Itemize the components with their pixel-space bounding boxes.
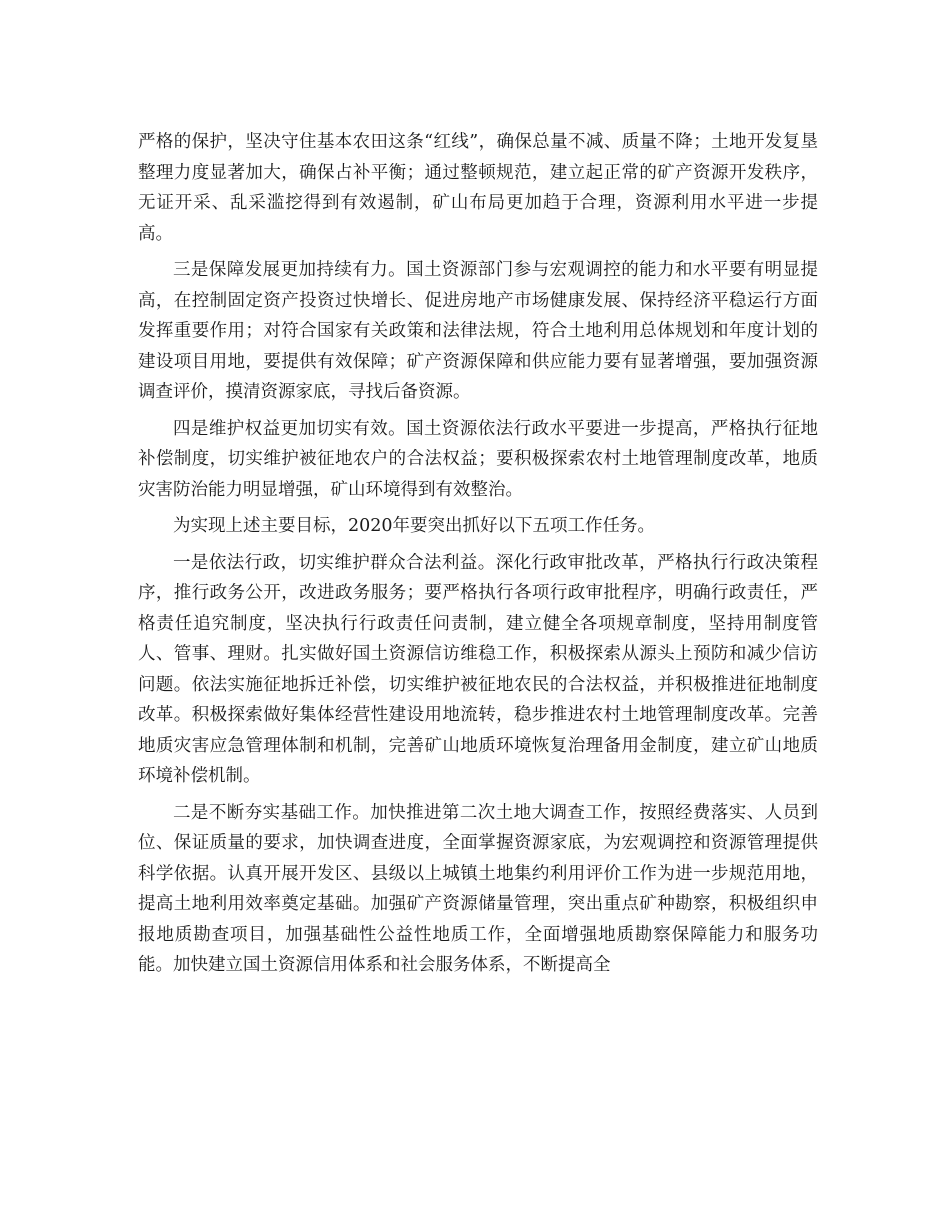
paragraph-continued: 严格的保护，坚决守住基本农田这条“红线”，确保总量不减、质量不降；土地开发复垦整理力度显著加大，确保占补平衡；通过整顿规范，建立起正常的矿产资源开发秩序，无证开采、乱采滥挖得到有效遏制，矿山布局更加趋于合理，资源利用水平进一步提高。: [138, 132, 818, 244]
paragraph-item-three: 三是保障发展更加持续有力。国土资源部门参与宏观调控的能力和水平要有明显提高，在控制固定资产投资过快增长、促进房地产市场健康发展、保持经济平稳运行方面发挥重要作用；对符合国家有关政策和法律法规，符合土地利用总体规划和年度计划的建设项目用地，要提供有效保障；矿产资源保障和供应能力要有显著增强，要加强资源调查评价，摸清资源家底，寻找后备资源。: [138, 260, 818, 402]
paragraph-item-four: 四是维护权益更加切实有效。国土资源依法行政水平要进一步提高，严格执行征地补偿制度，切实维护被征地农户的合法权益；要积极探索农村土地管理制度改革，地质灾害防治能力明显增强，矿山环境得到有效整治。: [138, 418, 818, 500]
paragraph-task-two: 二是不断夯实基础工作。加快推进第二次土地大调查工作，按照经费落实、人员到位、保证质量的要求，加快调查进度，全面掌握资源家底，为宏观调控和资源管理提供科学依据。认真开展开发区、县级以上城镇土地集约利用评价工作为进一步规范用地，提高土地利用效率奠定基础。加强矿产资源储量管理，突出重点矿种勘察，积极组织申报地质勘查项目，加强基础性公益性地质工作，全面增强地质勘察保障能力和服务功能。加快建立国土资源信用体系和社会服务体系，不断提高全: [138, 802, 818, 975]
paragraph-tasks-intro: 为实现上述主要目标，2020年要突出抓好以下五项工作任务。: [173, 516, 656, 536]
paragraph-task-one: 一是依法行政，切实维护群众合法利益。深化行政审批改革，严格执行行政决策程序，推行政务公开，改进政务服务；要严格执行各项行政审批程序，明确行政责任，严格责任追究制度，坚决执行行政责任问责制，建立健全各项规章制度，坚持用制度管人、管事、理财。扎实做好国土资源信访维稳工作，积极探索从源头上预防和减少信访问题。依法实施征地拆迁补偿，切实维护被征地农民的合法权益，并积极推进征地制度改革。积极探索做好集体经营性建设用地流转，稳步推进农村土地管理制度改革。完善地质灾害应急管理体制和机制，完善矿山地质环境恢复治理备用金制度，建立矿山地质环境补偿机制。: [138, 552, 818, 786]
document-body: [138, 127, 818, 987]
